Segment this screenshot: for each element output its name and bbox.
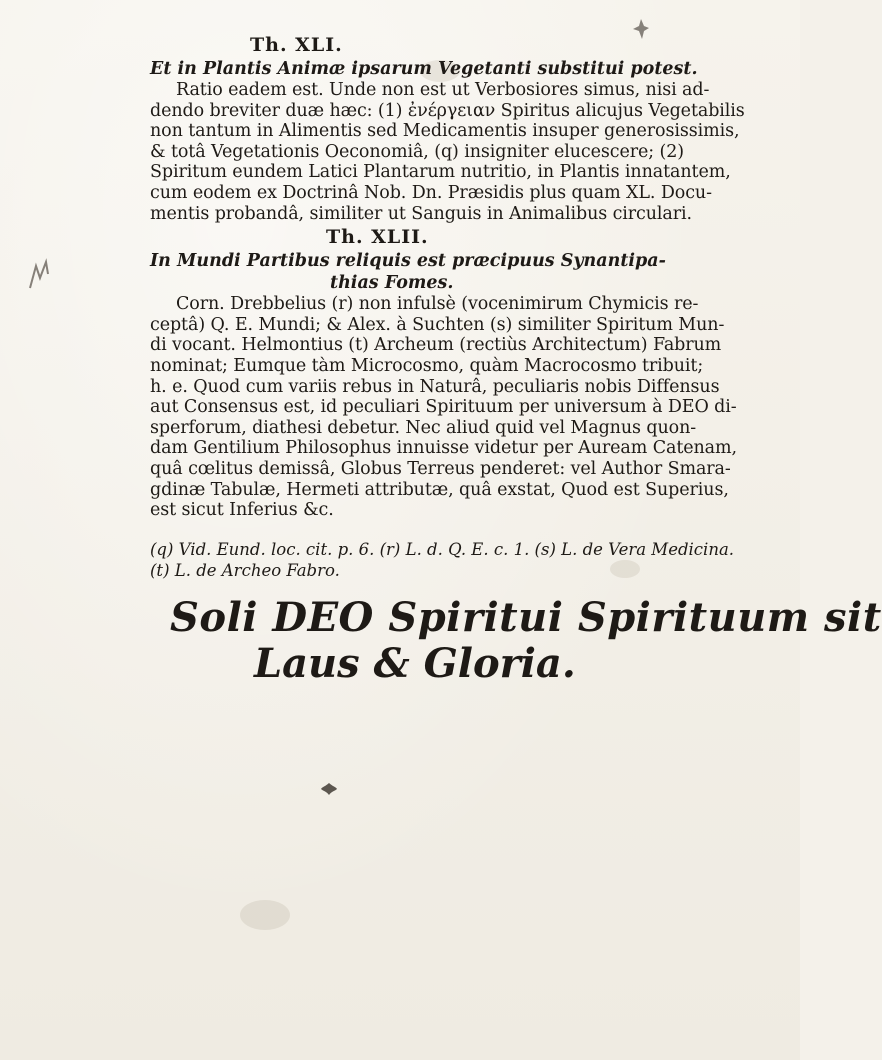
thesis-41-title: Et in Plantis Animæ ipsarum Vegetanti substitui potest.	[150, 59, 698, 79]
thesis-41-line: & totâ Vegetationis Oeconomiâ, (q) insigniter elucescere; (2)	[150, 141, 684, 162]
thesis-42-heading: Th. XLII.	[326, 226, 429, 249]
footnotes	[150, 539, 790, 581]
thesis-42-line: est sicut Inferius &c.	[150, 500, 334, 521]
closing-doxology: Soli DEO Spiritui Spirituum sit	[170, 593, 882, 641]
thesis-41-line: Ratio eadem est. Unde non est ut Verbosiores simus, nisi ad-	[176, 80, 710, 100]
thesis-42-line: sperforum, diathesi debetur. Nec aliud quid vel Magnus quon-	[150, 417, 697, 438]
thesis-42-line: Corn. Drebbelius (r) non infulsè (vocenimirum Chymicis re-	[176, 294, 699, 315]
closing-doxology-cont: Laus & Gloria.	[254, 639, 576, 687]
footnote-line: (t) L. de Archeo Fabro.	[150, 560, 340, 580]
text-column	[150, 32, 882, 687]
thesis-41-heading: Th. XLI.	[250, 34, 343, 56]
thesis-42-line: ceptâ) Q. E. Mundi; & Alex. à Suchten (s) similiter Spiritum Mun-	[150, 314, 725, 335]
thesis-42-title-cont: thias Fomes.	[330, 273, 454, 294]
thesis-42-line: di vocant. Helmontius (t) Archeum (rectiùs Architectum) Fabrum	[150, 335, 722, 356]
thesis-41-line: dendo breviter duæ hæc: (1) ἐνέργειαν Spiritus alicujus Vegetabilis	[150, 100, 745, 121]
thesis-41-line: non tantum in Alimentis sed Medicamentis insuper generosissimis,	[150, 121, 740, 142]
thesis-42-line: aut Consensus est, id peculiari Spirituum per universum à DEO di-	[150, 397, 737, 418]
thesis-41-line: cum eodem ex Doctrinâ Nob. Dn. Præsidis plus quam XL. Docu-	[150, 182, 712, 203]
thesis-42-line: quâ cœlitus demissâ, Globus Terreus penderet: vel Author Smara-	[150, 458, 731, 479]
thesis-42-line: nominat; Eumque tàm Microcosmo, quàm Macrocosmo tribuit;	[150, 355, 704, 376]
thesis-41-line: Spiritum eundem Latici Plantarum nutritio, in Plantis innatantem,	[150, 162, 731, 183]
thesis-42-line: dam Gentilium Philosophus innuisse videtur per Auream Catenam,	[150, 438, 737, 459]
fleuron-ornament-icon	[320, 782, 338, 796]
margin-ink-mark-icon	[26, 258, 52, 294]
thesis-42-line: gdinæ Tabulæ, Hermeti attributæ, quâ exstat, Quod est Superius,	[150, 479, 729, 500]
footnote-line: (q) Vid. Eund. loc. cit. p. 6. (r) L. d. Q. E. c. 1. (s) L. de Vera Medicina.	[150, 539, 735, 559]
thesis-42-title: In Mundi Partibus reliquis est præcipuus Synantipa-	[150, 251, 666, 272]
thesis-41-line: mentis probandâ, similiter ut Sanguis in Animalibus circulari.	[150, 203, 692, 224]
thesis-42-line: h. e. Quod cum variis rebus in Naturâ, peculiaris nobis Diffensus	[150, 376, 720, 397]
